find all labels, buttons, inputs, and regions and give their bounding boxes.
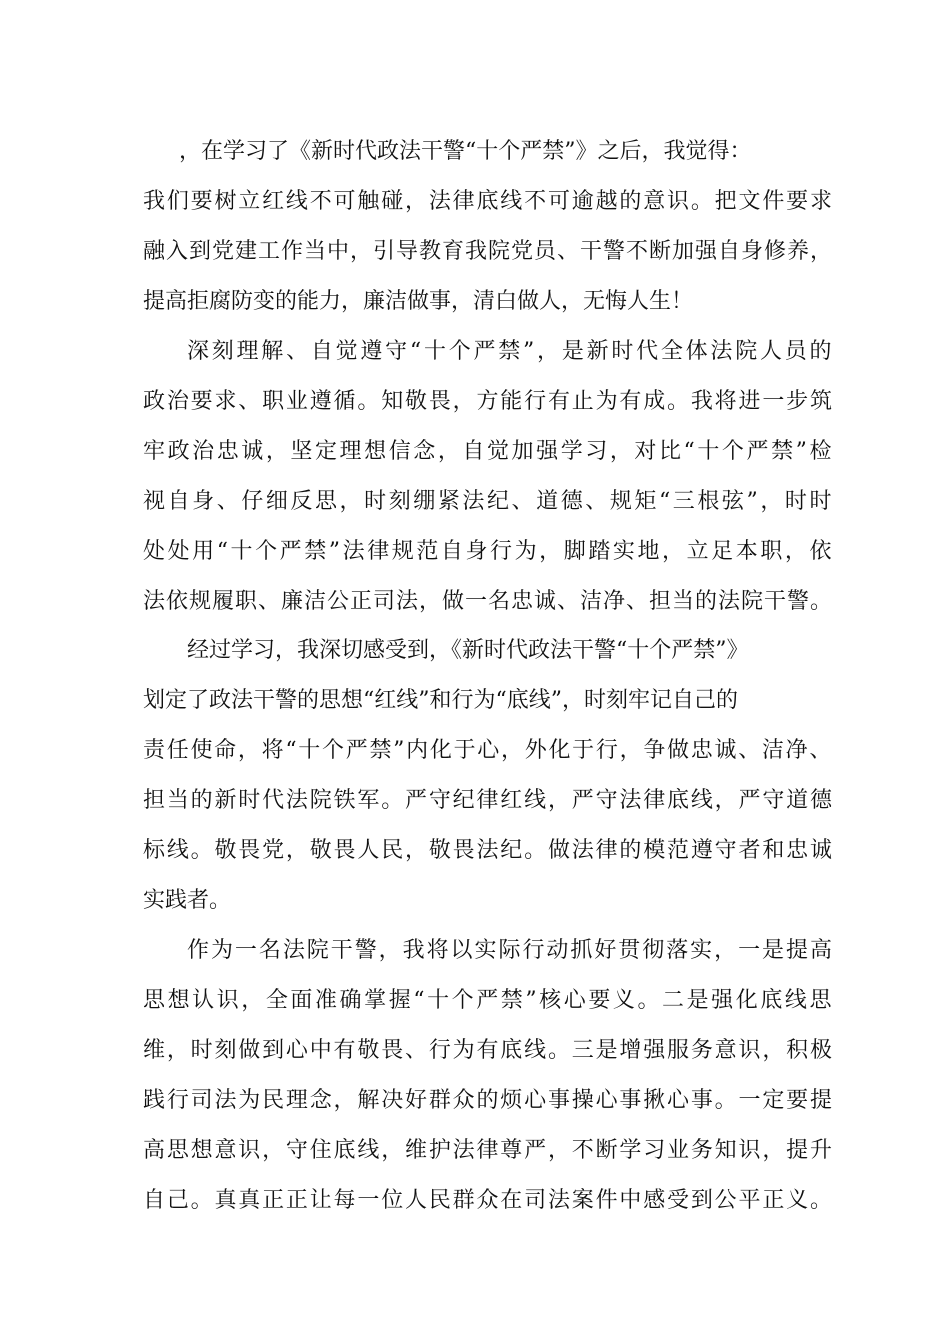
text-line: 思想认识，全面准确掌握“十个严禁”核心要义。二是强化底线思 — [143, 988, 835, 1013]
text-line: 担当的新时代法院铁军。严守纪律红线，严守法律底线，严守道德 — [143, 788, 834, 813]
text-line: 法依规履职、廉洁公正司法，做一名忠诚、洁净、担当的法院干警。 — [143, 589, 834, 614]
text-line: 政治要求、职业遵循。知敬畏，方能行有止为有成。我将进一步筑 — [143, 389, 834, 414]
text-line: 处处用“十个严禁”法律规范自身行为，脚踏实地，立足本职，依 — [143, 539, 835, 564]
text-line: 划定了政法干警的思想“红线”和行为“底线”，时刻牢记自己的 — [143, 688, 738, 713]
text-line: 维，时刻做到心中有敬畏、行为有底线。三是增强服务意识，积极 — [143, 1038, 834, 1063]
text-line: 牢政治忠诚，坚定理想信念，自觉加强学习，对比“十个严禁”检 — [143, 439, 835, 464]
text-line: 提高拒腐防变的能力，廉洁做事，清白做人，无悔人生！ — [143, 289, 694, 314]
text-line: 标线。敬畏党，敬畏人民，敬畏法纪。做法律的模范遵守者和忠诚 — [143, 838, 834, 863]
text-line: 责任使命，将“十个严禁”内化于心，外化于行，争做忠诚、洁净、 — [143, 738, 834, 763]
text-line: 高思想意识，守住底线，维护法律尊严，不断学习业务知识，提升 — [143, 1138, 834, 1163]
text-line: ，在学习了《新时代政法干警“十个严禁”》之后，我觉得： — [179, 139, 752, 164]
text-line: 践行司法为民理念，解决好群众的烦心事操心事揪心事。一定要提 — [143, 1088, 834, 1113]
text-line: 视自身、仔细反思，时刻绷紧法纪、道德、规矩“三根弦”，时时 — [143, 489, 835, 514]
text-line: 经过学习，我深切感受到，《新时代政法干警“十个严禁”》 — [187, 638, 749, 663]
text-line: 实践者。 — [143, 888, 232, 913]
text-line: 融入到党建工作当中，引导教育我院党员、干警不断加强自身修养， — [143, 239, 834, 264]
text-line: 深刻理解、自觉遵守“十个严禁”，是新时代全体法院人员的 — [187, 339, 835, 364]
text-line: 我们要树立红线不可触碰，法律底线不可逾越的意识。把文件要求 — [143, 189, 834, 214]
text-line: 作为一名法院干警，我将以实际行动抓好贯彻落实，一是提高 — [187, 938, 834, 963]
text-line: 自己。真真正正让每一位人民群众在司法案件中感受到公平正义。 — [143, 1188, 834, 1213]
